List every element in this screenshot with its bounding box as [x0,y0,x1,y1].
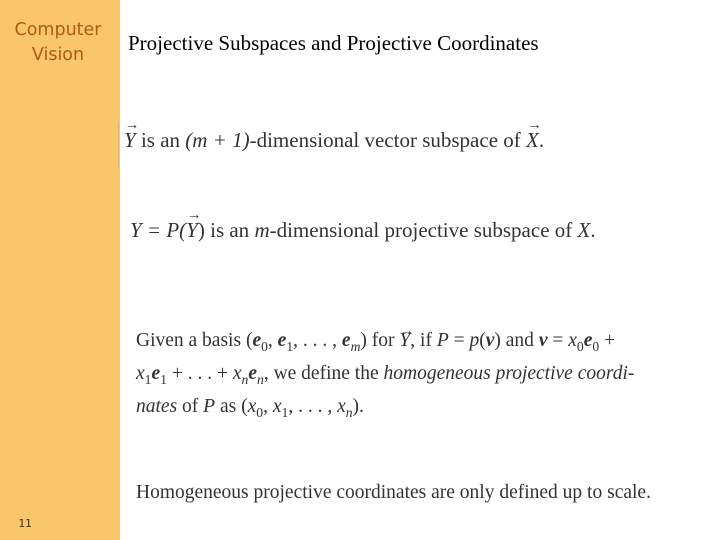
statement-3-line-1: Given a basis ($e_0$, $e_1$, . . . , $e_m$) for → Y, if P = p(v) and $v = x_0e_0$ + [136,327,634,360]
statement-3-line-3: nates of P as ($x_0$, $x_1$, . . . , $x_n$). [136,395,364,420]
statement-vector-subspace: → Y is an (m + 1)-dimensional vector subspace of → X. [124,128,544,153]
slide-title: Projective Subspaces and Projective Coordinates [128,31,539,55]
course-title [0,18,116,68]
statement-3-emphasis-2: nates [136,395,178,417]
vector-Y: → Y [124,128,136,153]
statement-defined-up-to-scale: Homogeneous projective coordinates are only defined up to scale. [136,482,651,503]
statement-3-text-d: and [505,330,534,351]
vector-X: → X [526,128,539,153]
statement-1-text-b: -dimensional vector subspace of [249,128,521,152]
statement-2-math: Y = P( [130,218,187,242]
statement-3-text-a: Given a basis [136,330,242,351]
statement-2-text-a: is an [210,218,250,242]
statement-1-text-a: is an [140,128,181,152]
statement-3-text-b: for [371,330,395,351]
statement-3-text-f: of [182,395,199,417]
statement-3-text-e: , we define the [263,362,379,384]
statement-2-m: m [254,218,270,242]
page-number: 11 [18,517,32,530]
course-title-line2: Vision [31,45,85,65]
sidebar [0,0,120,540]
statement-1-math: (m + 1) [185,128,250,152]
statement-projective-subspace: Y = P(→ Y) is an m-dimensional projective subspace of X. [130,218,596,243]
statement-2-X: X [577,218,591,242]
statement-homogeneous-coordinates [136,327,634,426]
statement-3-line-2: $x_1e_1$ + . . . + $x_ne_n$, we define the homogeneous projective coordi- [136,362,635,387]
statement-2-text-b: -dimensional projective subspace of [269,218,573,242]
vector-Y-2: → Y [186,218,198,243]
divider [118,122,119,168]
course-title-line1: Computer [14,20,102,40]
statement-3-text-c: , if [410,330,432,351]
statement-3-text-g: as [219,395,237,417]
statement-3-emphasis-1: homogeneous projective coordi- [383,362,635,384]
